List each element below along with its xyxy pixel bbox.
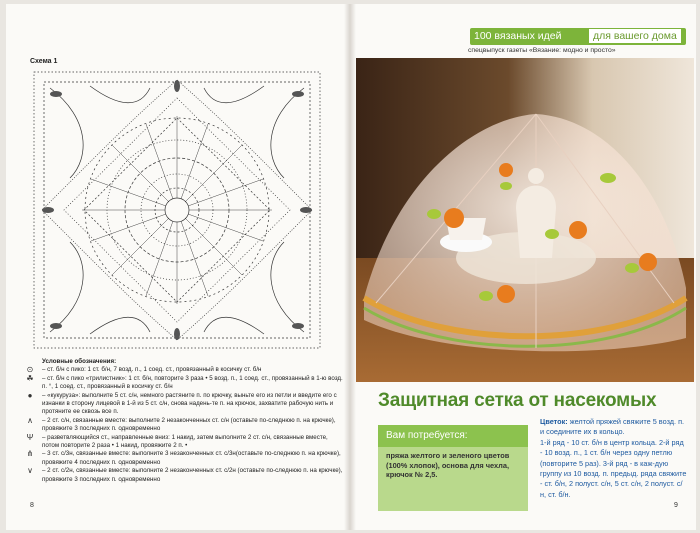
instruction-label: Цветок:	[540, 417, 568, 426]
picot-symbol-icon: ⊙	[26, 365, 34, 375]
crochet-diagram	[30, 68, 324, 352]
scheme-label: Схема 1	[30, 58, 58, 65]
legend-item: Ψ – разветвляющийся ст., направленные вниз: 1 накид, затем выполните 2 ст. с/н, связанные вместе, потом повторите 2 раза • 1 накид, провяжите 2 п. •	[22, 434, 344, 451]
legend-item: ⋔ – 3 ст. с/3н, связанные вместе: выполните 3 незаконченных ст. с/3н(оставьте по-следнюю п. на крючке), провяжите 4 последних п. одновременно	[22, 450, 344, 467]
legend-title: Условные обозначения:	[42, 358, 117, 365]
page-number-left: 8	[30, 502, 34, 509]
legend-item: ∨ – 2 ст. с/2н, связанные вместе: выполните 2 незаконченных ст. с/2н (оставьте по-следнюю п. на крючке), провяжите 3 последних п. одновременно	[22, 467, 344, 484]
trefoil-picot-symbol-icon: ☘	[26, 373, 34, 383]
banner-subtitle: спецвыпуск газеты «Вязание: модно и просто»	[468, 47, 616, 54]
article-title: Защитная сетка от насекомых	[378, 390, 657, 411]
page-number-right: 9	[674, 502, 678, 509]
tr2tog-symbol-icon: ∨	[27, 466, 33, 476]
instructions	[540, 417, 688, 500]
legend	[22, 358, 344, 484]
legend-item: ☘ – ст. б/н с пико «трилистник»: 1 ст. б/н, повторите 3 раза • 5 возд. п., 1 соед. ст., провязанный в 1-ю возд. п. °, 1 соед. ст., провязанный в косичку ст. б/н	[22, 375, 344, 392]
branching-stitch-symbol-icon: Ψ	[26, 432, 34, 442]
popcorn-symbol-icon: ●	[27, 390, 33, 400]
legend-item: ∧ – 2 ст. с/н, связанные вместе: выполните 2 незаконченных ст. с/н (оставьте по-следнюю п. на крючке), провяжите 3 последних п. одновременно	[22, 417, 344, 434]
banner-highlight: для вашего дома	[589, 29, 681, 43]
materials-title: Вам потребуется:	[386, 430, 468, 441]
legend-item: ⊙ – ст. б/н с пико: 1 ст. б/н, 7 возд. п., 1 соед. ст., провязанный в косичку ст. б/н	[22, 366, 344, 374]
legend-item: ● – «кукуруза»: выполните 5 ст. с/н, немного растяните п. по крючку, выньте его из петли и введите его с изнанки в сторону лицевой в 1-й из 5 ст. с/н, снова надень-те п. на крючок, захватите рабочую нить и протяните ее сквозь все п.	[22, 392, 344, 417]
instruction-text: 1-й ряд - 10 ст. б/н в центр кольца. 2-й ряд - 10 возд. п., 1 ст. б/н через одну петлю (повторите 5 раз). 3-й ряд - в каж-дую группу из 10 возд. п. предыд. ряда свяжите - ст. б/н, 2 полуст. с/н, 5 ст. с/н, 2 полуст. с/н, ст. б/н.	[540, 437, 687, 499]
banner-title: 100 вязаных идей	[474, 30, 562, 42]
tr3tog-symbol-icon: ⋔	[26, 449, 34, 459]
materials-text: пряжа желтого и зеленого цветов (100% хлопок), основа для чехла, крючок № 2,5.	[386, 451, 510, 480]
page-gutter	[344, 4, 356, 530]
dc2tog-symbol-icon: ∧	[27, 415, 33, 425]
food-cover-photo	[356, 58, 694, 382]
instruction-text: желтой пряжей свяжите 5 возд. п. и соедините их в кольцо.	[540, 417, 685, 437]
